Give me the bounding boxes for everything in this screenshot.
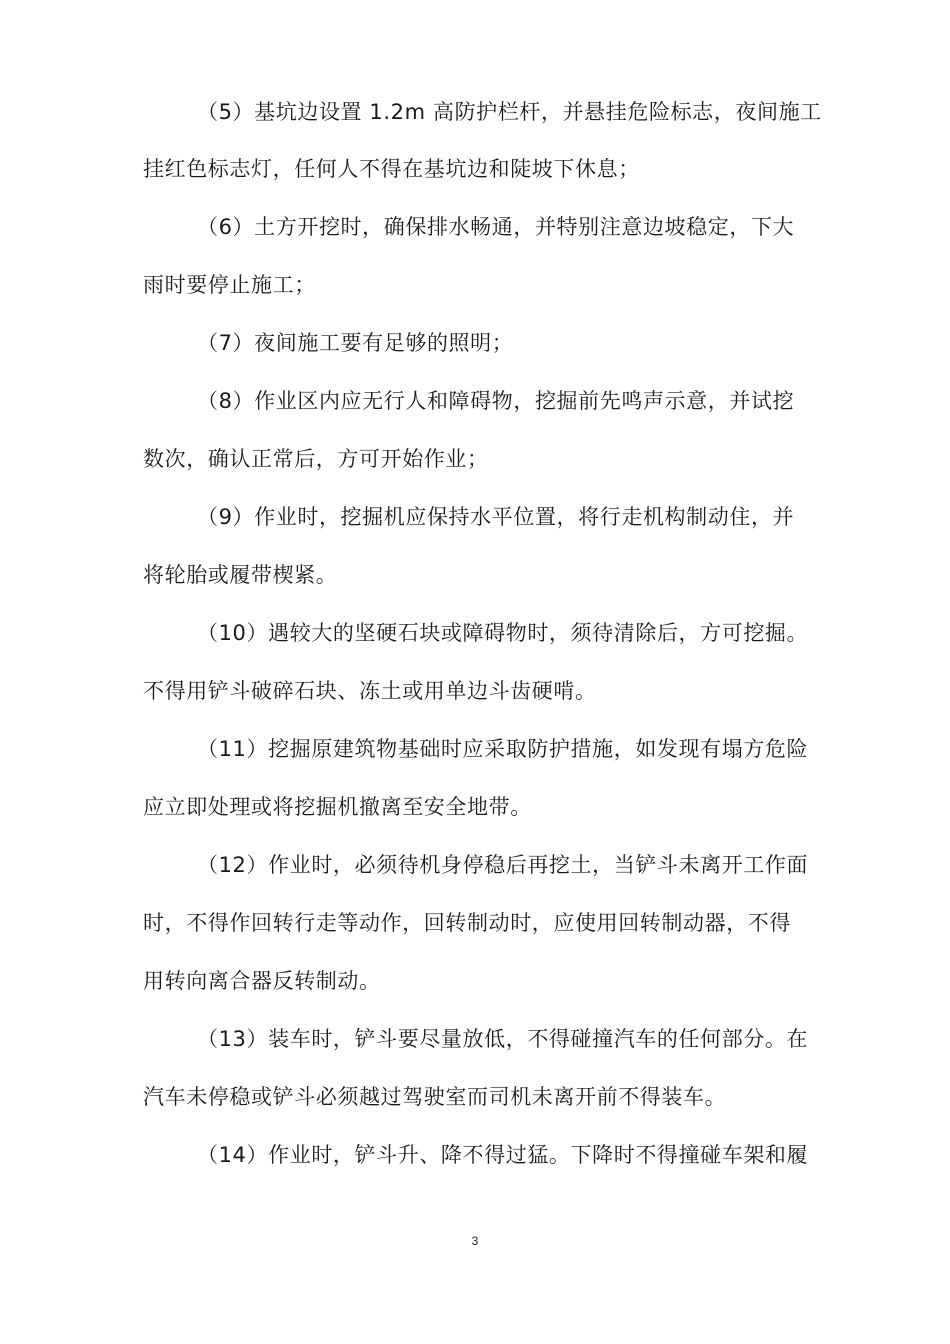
paragraph-12-line-1: （12）作业时，必须待机身停稳后再挖土，当铲斗未离开工作面: [197, 853, 809, 877]
paragraph-11-line-2: 应立即处理或将挖掘机撤离至安全地带。: [143, 795, 532, 819]
paragraph-10-line-1: （10）遇较大的坚硬石块或障碍物时，须待清除后，方可挖掘。: [197, 621, 809, 645]
paragraph-13-line-2: 汽车未停稳或铲斗必须越过驾驶室而司机未离开前不得装车。: [143, 1085, 727, 1109]
paragraph-11-line-1: （11）挖掘原建筑物基础时应采取防护措施，如发现有塌方危险: [197, 737, 809, 761]
paragraph-8-line-2: 数次，确认正常后，方可开始作业；: [143, 447, 489, 471]
paragraph-6-line-1: （6）土方开挖时，确保排水畅通，并特别注意边坡稳定，下大: [197, 215, 795, 239]
paragraph-10-line-2: 不得用铲斗破碎石块、冻土或用单边斗齿硬啃。: [143, 679, 597, 703]
paragraph-8-line-1: （8）作业区内应无行人和障碍物，挖掘前先鸣声示意，并试挖: [197, 389, 795, 413]
paragraph-5-line-2: 挂红色标志灯，任何人不得在基坑边和陡坡下休息；: [143, 157, 640, 181]
paragraph-14-line-1: （14）作业时，铲斗升、降不得过猛。下降时不得撞碰车架和履: [197, 1143, 809, 1167]
paragraph-7-line-1: （7）夜间施工要有足够的照明；: [197, 331, 514, 355]
paragraph-9-line-1: （9）作业时，挖掘机应保持水平位置，将行走机构制动住，并: [197, 505, 795, 529]
paragraph-13-line-1: （13）装车时，铲斗要尽量放低，不得碰撞汽车的任何部分。在: [197, 1027, 809, 1051]
paragraph-9-line-2: 将轮胎或履带楔紧。: [143, 563, 338, 587]
paragraph-12-line-3: 用转向离合器反转制动。: [143, 969, 381, 993]
paragraph-5-line-1: （5）基坑边设置 1.2m 高防护栏杆，并悬挂危险标志，夜间施工: [197, 100, 822, 124]
page-number: 3: [471, 1234, 479, 1248]
paragraph-6-line-2: 雨时要停止施工；: [143, 273, 316, 297]
paragraph-12-line-2: 时，不得作回转行走等动作，回转制动时，应使用回转制动器，不得: [143, 911, 791, 935]
